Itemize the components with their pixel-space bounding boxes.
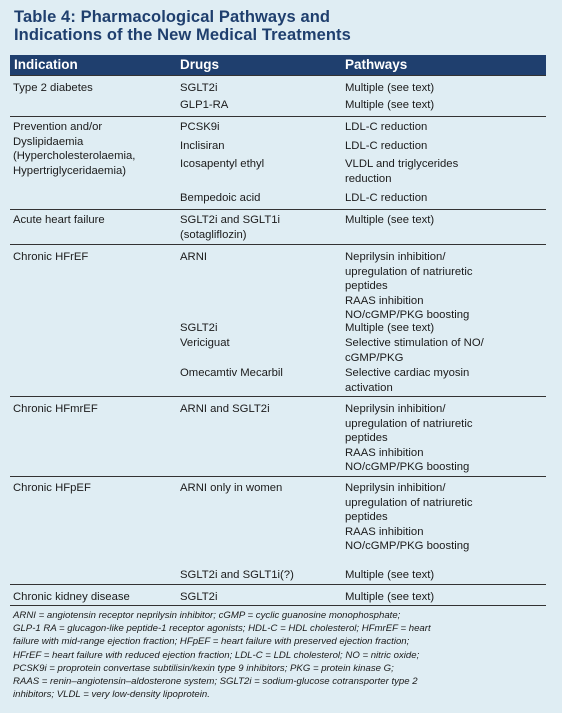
pathway-cell: LDL-C reduction: [345, 121, 428, 133]
pathway-cell: LDL-C reduction: [345, 192, 428, 204]
drug-cell: SGLT2i and SGLT1i(?): [180, 569, 294, 581]
pathway-cell: VLDL and triglycerides: [345, 158, 459, 170]
table-footnote: [13, 609, 553, 701]
footnote-line: PCSK9i = proprotein convertase subtilisin/kexin type 9 inhibitors; PKG = protein kinase G;: [13, 662, 394, 674]
indication-cell: Dyslipidaemia: [13, 135, 84, 148]
drug-cell: PCSK9i: [180, 121, 220, 133]
table-title-line: Indications of the New Medical Treatments: [14, 26, 351, 44]
pathway-cell: NO/cGMP/PKG boosting: [345, 540, 470, 553]
pathway-cell: NO/cGMP/PKG boosting: [345, 461, 470, 474]
footnote-line: GLP-1 RA = glucagon-like peptide-1 receptor agonists; HDL-C = HDL cholesterol; HFmrEF = heart: [13, 623, 431, 635]
drug-cell: (sotagliflozin): [180, 228, 247, 241]
footnote-line: inhibitors; VLDL = very low-density lipoprotein.: [13, 689, 210, 701]
row-divider: [10, 116, 546, 117]
drug-cell: ARNI: [180, 251, 207, 263]
row-divider: [10, 584, 546, 585]
header-drugs: Drugs: [180, 57, 220, 72]
pathway-cell: Multiple (see text): [345, 214, 435, 226]
pathway-cell: Multiple (see text): [345, 99, 435, 111]
pathway-cell: RAAS inhibition: [345, 294, 424, 307]
row-divider: [10, 209, 546, 210]
drug-cell: ARNI only in women: [180, 482, 283, 494]
pathway-cell: Multiple (see text): [345, 82, 435, 94]
footnote-line: failure with mid-range ejection fraction; HFpEF = heart failure with preserved ejection fraction;: [13, 636, 410, 648]
pathway-cell: upregulation of natriuretic: [345, 265, 473, 278]
pathway-cell: Multiple (see text): [345, 569, 435, 581]
indication-cell: Hypertriglyceridaemia): [13, 164, 127, 177]
drug-cell: Bempedoic acid: [180, 192, 261, 204]
drug-cell: Icosapentyl ethyl: [180, 158, 265, 170]
indication-cell: Type 2 diabetes: [13, 82, 93, 94]
row-divider: [10, 75, 546, 76]
indication-cell: Chronic HFpEF: [13, 482, 91, 494]
footnote-line: HFrEF = heart failure with reduced ejection fraction; LDL-C = LDL cholesterol; NO = nitric oxide;: [13, 649, 420, 661]
pathway-cell: Selective cardiac myosin: [345, 367, 470, 379]
drug-cell: SGLT2i: [180, 322, 218, 334]
drug-cell: Inclisiran: [180, 140, 225, 152]
pathway-cell: RAAS inhibition: [345, 525, 424, 538]
drug-cell: SGLT2i: [180, 591, 218, 603]
pathway-cell: Neprilysin inhibition/: [345, 403, 446, 415]
pathway-cell: Multiple (see text): [345, 322, 435, 334]
pathway-cell: Neprilysin inhibition/: [345, 482, 446, 494]
indication-cell: Chronic HFrEF: [13, 251, 89, 263]
pathway-cell: Selective stimulation of NO/: [345, 337, 484, 349]
pathway-cell: upregulation of natriuretic: [345, 417, 473, 430]
drug-cell: SGLT2i and SGLT1i: [180, 214, 281, 226]
header-indication: Indication: [14, 57, 78, 72]
row-divider: [10, 244, 546, 245]
row-divider: [10, 476, 546, 477]
pathway-cell: activation: [345, 381, 393, 394]
footnote-line: RAAS = renin–angiotensin–aldosterone system; SGLT2i = sodium-glucose cotransporter type 2: [13, 676, 418, 688]
header-pathways: Pathways: [345, 57, 408, 72]
indication-cell: Prevention and/or: [13, 121, 103, 133]
drug-cell: ARNI and SGLT2i: [180, 403, 270, 415]
table-header: [10, 55, 546, 75]
pathway-cell: Multiple (see text): [345, 591, 435, 603]
table-title-line: Table 4: Pharmacological Pathways and: [14, 8, 331, 26]
pathway-cell: peptides: [345, 432, 388, 445]
pathway-cell: Neprilysin inhibition/: [345, 251, 446, 263]
pathway-cell: peptides: [345, 511, 388, 524]
drug-cell: Vericiguat: [180, 337, 230, 349]
indication-cell: Acute heart failure: [13, 214, 105, 226]
table-title: [14, 8, 554, 44]
drug-cell: Omecamtiv Mecarbil: [180, 367, 283, 379]
footnote-line: ARNI = angiotensin receptor neprilysin inhibitor; cGMP = cyclic guanosine monophosphate;: [13, 610, 401, 621]
drug-cell: GLP1-RA: [180, 99, 229, 111]
row-divider: [10, 605, 546, 606]
pathway-cell: reduction: [345, 172, 392, 185]
indication-cell: Chronic kidney disease: [13, 591, 130, 603]
pathway-cell: peptides: [345, 280, 388, 293]
pathway-cell: cGMP/PKG: [345, 351, 404, 364]
pathway-cell: upregulation of natriuretic: [345, 496, 473, 509]
pathway-cell: RAAS inhibition: [345, 446, 424, 459]
drug-cell: SGLT2i: [180, 82, 218, 94]
indication-cell: Chronic HFmrEF: [13, 403, 98, 415]
pathway-cell: LDL-C reduction: [345, 140, 428, 152]
pathway-cell: NO/cGMP/PKG boosting: [345, 309, 470, 322]
indication-cell: (Hypercholesterolaemia,: [13, 150, 136, 163]
row-divider: [10, 396, 546, 397]
